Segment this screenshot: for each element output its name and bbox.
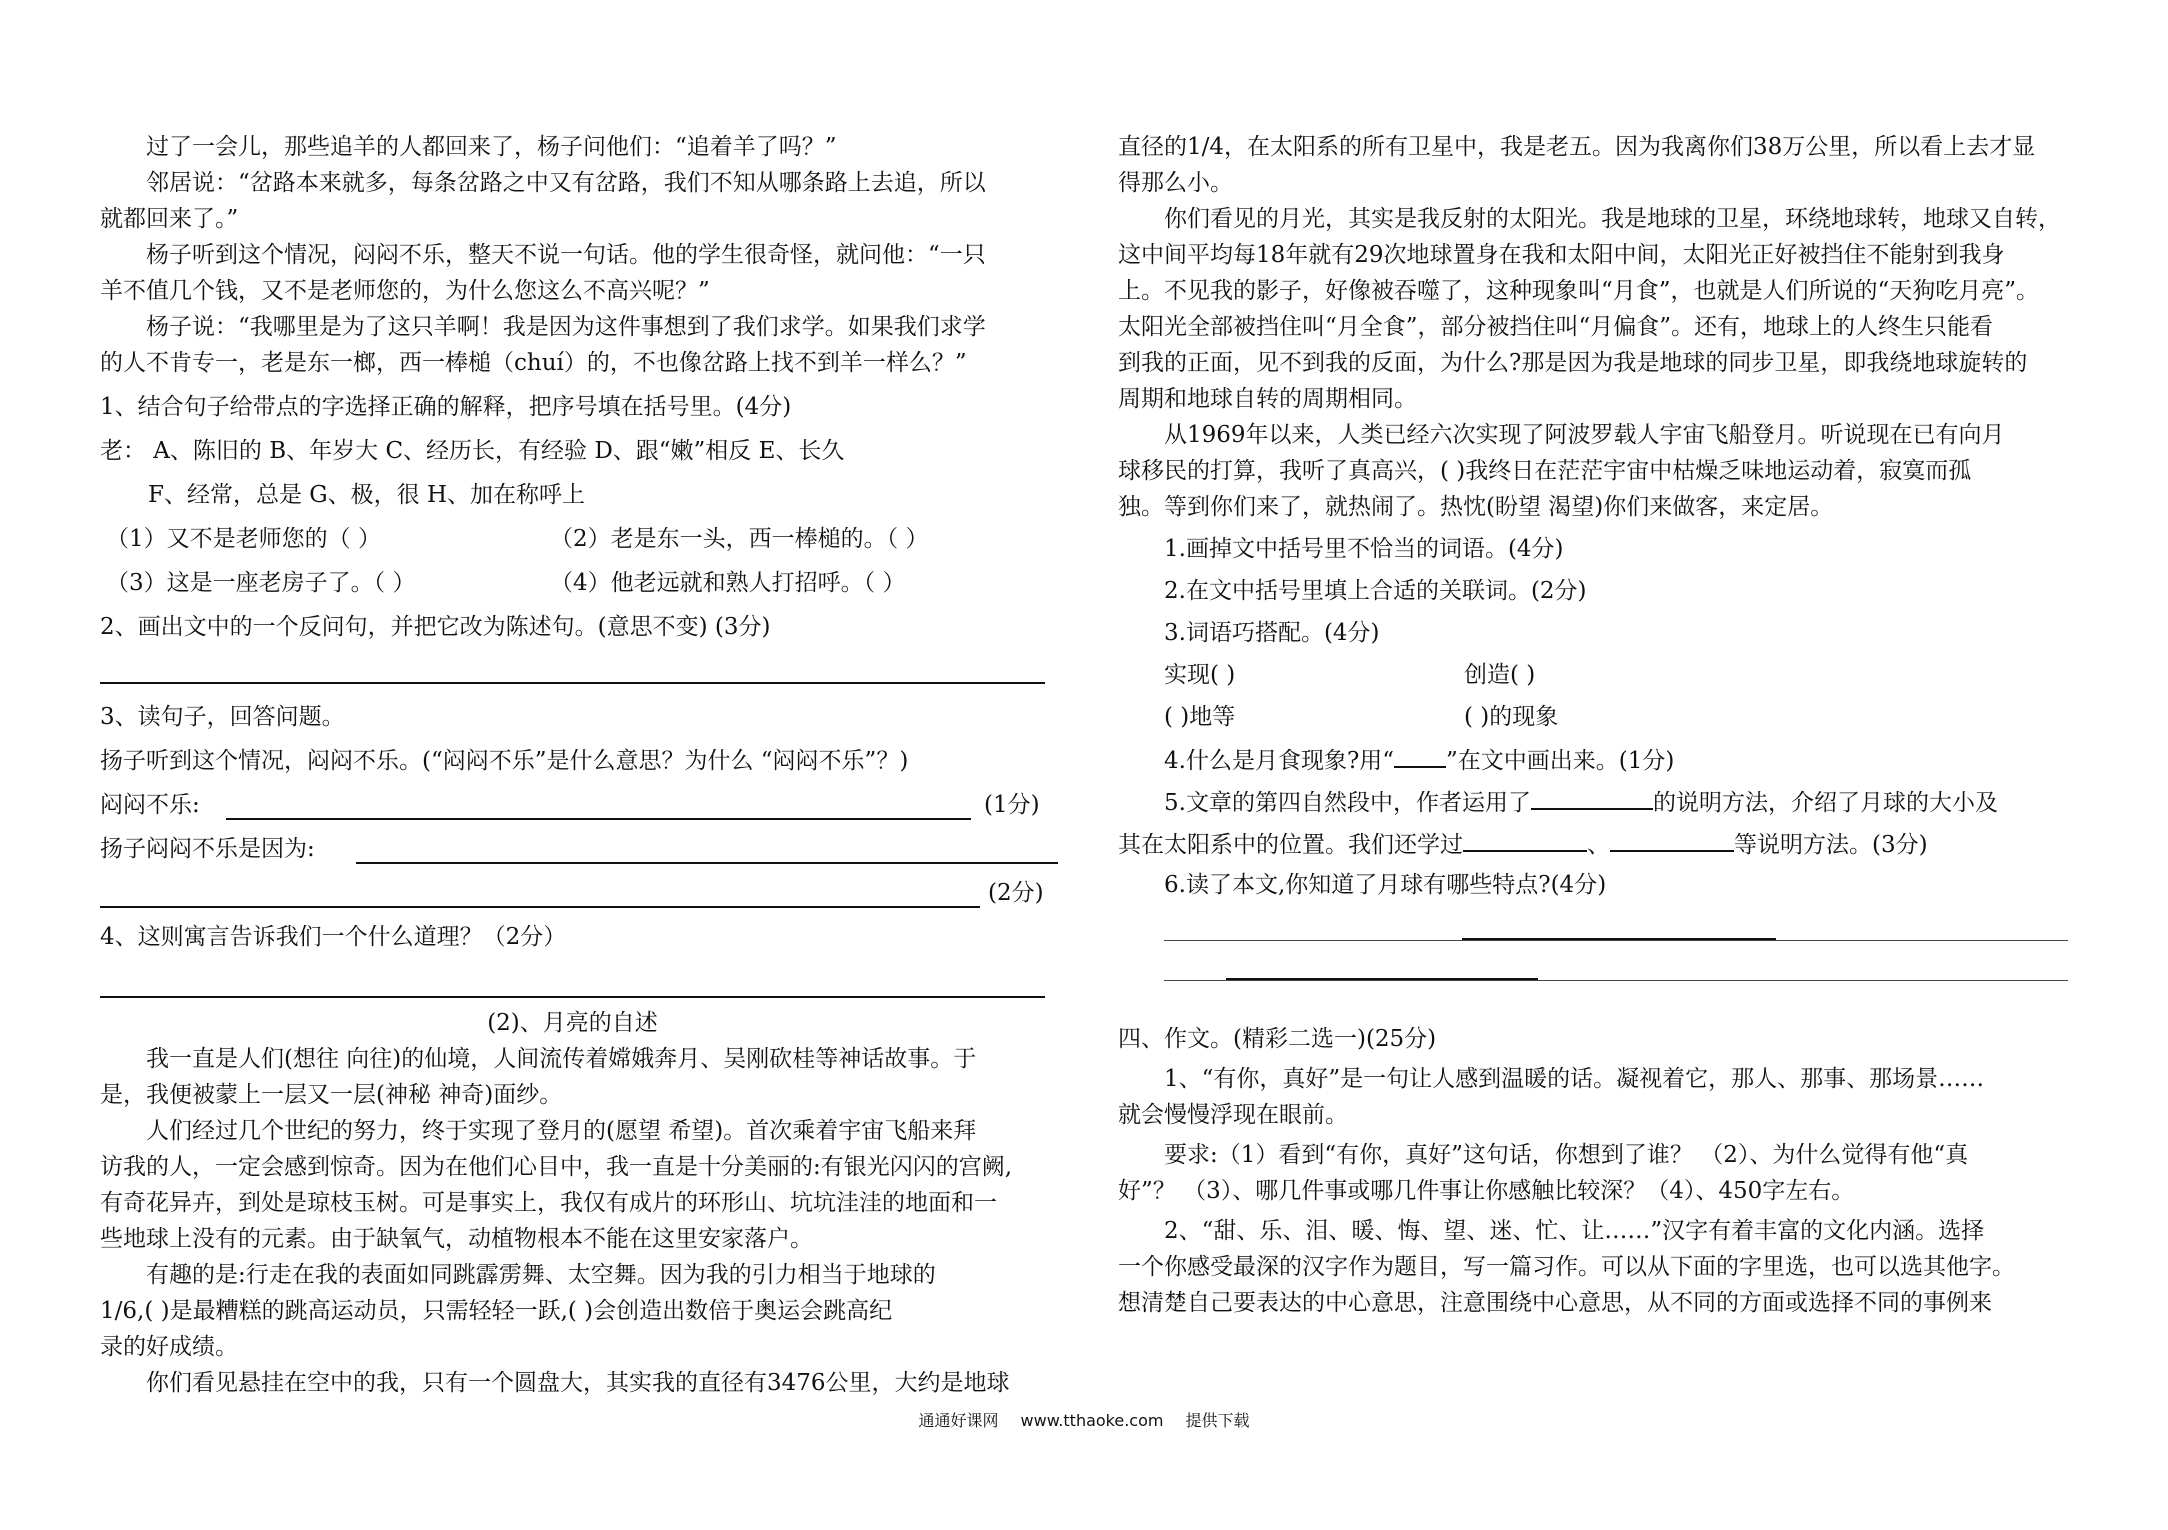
question-r5-text: 其在太阳系中的位置。我们还学过	[1118, 832, 1463, 858]
paragraph-line: 有趣的是:行走在我的表面如同跳霹雳舞、太空舞。因为我的引力相当于地球的	[146, 1262, 936, 1288]
question-r5-text: 5.文章的第四自然段中，作者运用了	[1164, 790, 1531, 816]
paragraph-line: 得那么小。	[1118, 170, 1233, 196]
essay-heading: 四、作文。(精彩二选一)(25分)	[1118, 1026, 1437, 1052]
word-pair: 实现( )	[1164, 662, 1236, 688]
footer-url[interactable]: www.tthaoke.com	[1020, 1411, 1164, 1430]
footer-note: 提供下载	[1185, 1411, 1250, 1430]
answer-line[interactable]	[356, 862, 1058, 864]
question-r5-text: 、	[1587, 832, 1610, 858]
question-r3: 3.词语巧搭配。(4分)	[1164, 620, 1380, 646]
paragraph-line: 我一直是人们(想往 向往)的仙境，人间流传着嫦娥奔月、吴刚砍桂等神话故事。于	[146, 1046, 977, 1072]
fill-blank[interactable]	[1531, 786, 1653, 810]
paragraph-line: 从1969年以来，人类已经六次实现了阿波罗载人宇宙飞船登月。听说现在已有向月	[1164, 422, 2005, 448]
question-r6: 6.读了本文,你知道了月球有哪些特点?(4分)	[1164, 872, 1607, 898]
paragraph-line: 一个你感受最深的汉字作为题目，写一篇习作。可以从下面的字里选，也可以选其他字。	[1118, 1254, 2015, 1280]
word-pair: ( )地等	[1164, 704, 1236, 730]
question-3-label: 扬子闷闷不乐是因为:	[100, 836, 315, 862]
question-r4-text: 4.什么是月食现象?用“	[1164, 748, 1395, 774]
fill-blank[interactable]	[1610, 828, 1734, 852]
question-1-sentence: （3）这是一座老房子了。（ ）	[106, 570, 416, 596]
paragraph-line: 好”？ （3）、哪几件事或哪几件事让你感触比较深？（4）、450字左右。	[1118, 1178, 1855, 1204]
question-4: 4、这则寓言告诉我们一个什么道理？（2分）	[100, 924, 567, 950]
paragraph-line: 到我的正面，见不到我的反面，为什么?那是因为我是地球的同步卫星，即我绕地球旋转的	[1118, 350, 2028, 376]
question-r4	[1164, 744, 1674, 774]
answer-line[interactable]	[1226, 978, 1538, 980]
question-r5-text: 等说明方法。(3分)	[1734, 832, 1928, 858]
paragraph-line: 过了一会儿，那些追羊的人都回来了，杨子问他们：“追着羊了吗？”	[146, 134, 837, 160]
paragraph-line: 独。等到你们来了，就热闹了。热忱(盼望 渴望)你们来做客，来定居。	[1118, 494, 1834, 520]
paragraph-line: 太阳光全部被挡住叫“月全食”，部分被挡住叫“月偏食”。还有，地球上的人终生只能看	[1118, 314, 1994, 340]
paragraph-line: 就会慢慢浮现在眼前。	[1118, 1102, 1348, 1128]
question-r2: 2.在文中括号里填上合适的关联词。(2分)	[1164, 578, 1587, 604]
paragraph-line: 是，我便被蒙上一层又一层(神秘 神奇)面纱。	[100, 1082, 563, 1108]
paragraph-line: 你们看见的月光，其实是我反射的太阳光。我是地球的卫星，环绕地球转，地球又自转，	[1164, 206, 2061, 232]
question-1-sentence: （1）又不是老师您的（ ）	[106, 526, 381, 552]
paragraph-line: 邻居说：“岔路本来就多，每条岔路之中又有岔路，我们不知从哪条路上去追，所以	[146, 170, 986, 196]
footer-site: 通通好课网	[918, 1411, 999, 1430]
question-1: 1、结合句子给带点的字选择正确的解释，把序号填在括号里。(4分)	[100, 394, 792, 420]
paragraph-line: 这中间平均每18年就有29次地球置身在我和太阳中间，太阳光正好被挡住不能射到我身	[1118, 242, 2005, 268]
question-r1: 1.画掉文中括号里不恰当的词语。(4分)	[1164, 536, 1564, 562]
paragraph-line: 杨子说：“我哪里是为了这只羊啊！我是因为这件事想到了我们求学。如果我们求学	[146, 314, 986, 340]
answer-line[interactable]	[1164, 940, 2068, 941]
paragraph-line: 2、“甜、乐、泪、暖、悔、望、迷、忙、让……”汉字有着丰富的文化内涵。选择	[1164, 1218, 1985, 1244]
paragraph-line: 有奇花异卉，到处是琼枝玉树。可是事实上，我仅有成片的环形山、坑坑洼洼的地面和一	[100, 1190, 997, 1216]
paragraph-line: 上。不见我的影子，好像被吞噬了，这种现象叫“月食”，也就是人们所说的“天狗吃月亮”。	[1118, 278, 2040, 304]
paragraph-line: 周期和地球自转的周期相同。	[1118, 386, 1417, 412]
question-1-sentence: （4）他老远就和熟人打招呼。（ ）	[550, 570, 906, 596]
underline-sample	[1394, 744, 1446, 768]
paragraph-line: 些地球上没有的元素。由于缺氧气，动植物根本不能在这里安家落户。	[100, 1226, 813, 1252]
answer-line[interactable]	[100, 996, 1045, 998]
paragraph-line: 要求:（1）看到“有你，真好”这句话，你想到了谁？ （2）、为什么觉得有他“真	[1164, 1142, 1969, 1168]
answer-line[interactable]	[100, 906, 980, 908]
question-3-label: 闷闷不乐:	[100, 792, 200, 818]
paragraph-line: 杨子听到这个情况，闷闷不乐，整天不说一句话。他的学生很奇怪，就问他：“一只	[146, 242, 986, 268]
question-1-options: 老： A、陈旧的 B、年岁大 C、经历长，有经验 D、跟“嫩”相反 E、长久	[100, 438, 845, 464]
paragraph-line: 1/6,( )是最糟糕的跳高运动员，只需轻轻一跃,( )会创造出数倍于奥运会跳高纪	[100, 1298, 893, 1324]
paragraph-line: 的人不肯专一，老是东一榔，西一棒槌（chuí）的，不也像岔路上找不到羊一样么？”	[100, 350, 967, 376]
question-1-options: F、经常，总是 G、极，很 H、加在称呼上	[148, 482, 586, 508]
score-label: (2分)	[988, 880, 1044, 906]
paragraph-line: 访我的人，一定会感到惊奇。因为在他们心目中，我一直是十分美丽的:有银光闪闪的宫阙,	[100, 1154, 1013, 1180]
paragraph-line: 你们看见悬挂在空中的我，只有一个圆盘大，其实我的直径有3476公里，大约是地球	[146, 1370, 1010, 1396]
answer-line[interactable]	[226, 818, 971, 820]
paragraph-line: 直径的1/4，在太阳系的所有卫星中，我是老五。因为我离你们38万公里，所以看上去才显	[1118, 134, 2036, 160]
fill-blank[interactable]	[1463, 828, 1587, 852]
word-pair: 创造( )	[1464, 662, 1536, 688]
answer-line[interactable]	[1462, 938, 1776, 940]
question-3: 3、读句子，回答问题。	[100, 704, 345, 730]
section-title: (2)、月亮的自述	[487, 1010, 658, 1036]
question-r5	[1164, 786, 1998, 816]
answer-line[interactable]	[1164, 980, 2068, 981]
question-r5	[1118, 828, 1928, 858]
paragraph-line: 1、“有你，真好”是一句让人感到温暖的话。凝视着它，那人、那事、那场景……	[1164, 1066, 1985, 1092]
question-3-stem: 扬子听到这个情况，闷闷不乐。(“闷闷不乐”是什么意思？为什么 “闷闷不乐”？)	[100, 748, 909, 774]
question-r4-text: ”在文中画出来。(1分)	[1446, 748, 1675, 774]
score-label: (1分)	[984, 792, 1040, 818]
paragraph-line: 就都回来了。”	[100, 206, 239, 232]
paragraph-line: 录的好成绩。	[100, 1334, 238, 1360]
paragraph-line: 人们经过几个世纪的努力，终于实现了登月的(愿望 希望)。首次乘着宇宙飞船来拜	[146, 1118, 977, 1144]
answer-line[interactable]	[100, 682, 1045, 684]
paragraph-line: 羊不值几个钱，又不是老师您的，为什么您这么不高兴呢？”	[100, 278, 710, 304]
page-footer	[0, 1408, 2168, 1431]
paragraph-line: 球移民的打算，我听了真高兴，( )我终日在茫茫宇宙中枯燥乏味地运动着，寂寞而孤	[1118, 458, 1972, 484]
question-2: 2、画出文中的一个反问句，并把它改为陈述句。(意思不变) (3分)	[100, 614, 771, 640]
question-1-sentence: （2）老是东一头，西一棒槌的。（ ）	[550, 526, 929, 552]
question-r5-text: 的说明方法，介绍了月球的大小及	[1652, 790, 1998, 816]
word-pair: ( )的现象	[1464, 704, 1559, 730]
paragraph-line: 想清楚自己要表达的中心意思，注意围绕中心意思，从不同的方面或选择不同的事例来	[1118, 1290, 1992, 1316]
